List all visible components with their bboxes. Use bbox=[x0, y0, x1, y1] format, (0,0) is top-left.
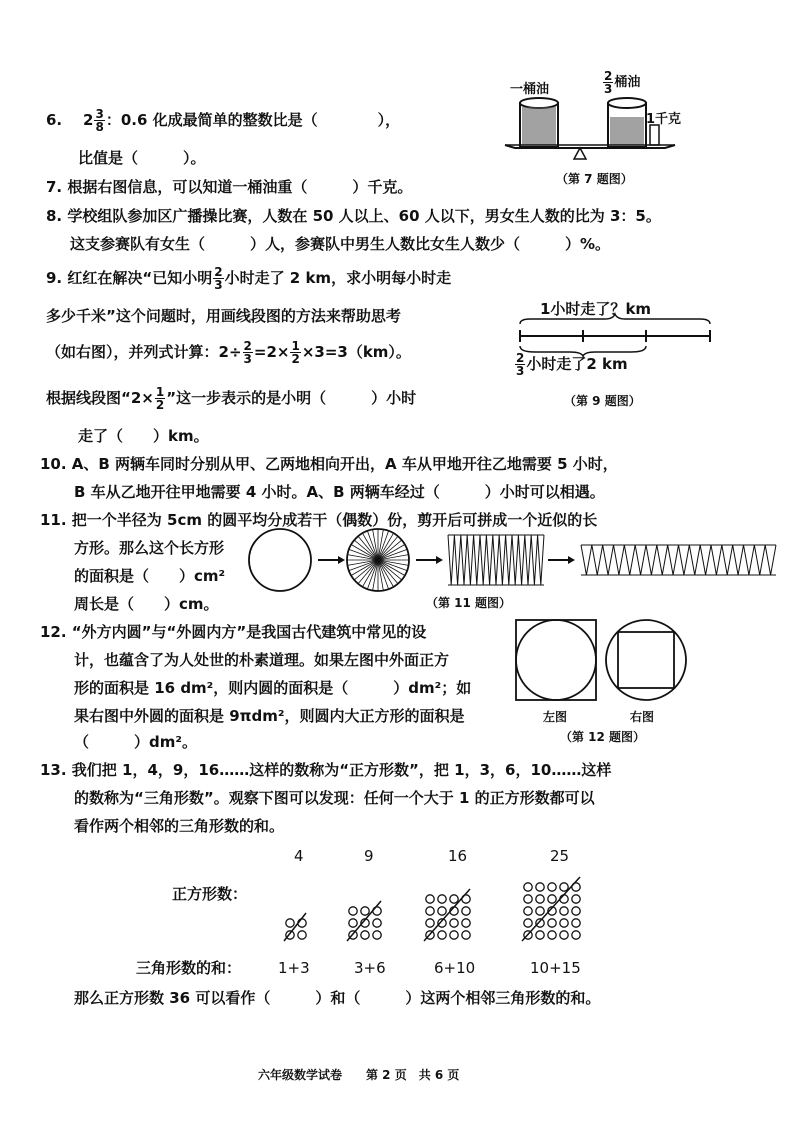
q7-text: 7. 根据右图信息，可以知道一桶油重（ ）千克。 bbox=[46, 178, 413, 196]
q8-line2: 这支参赛队有女生（ ）人，参赛队中男生人数比女生人数少（ ）%。 bbox=[70, 235, 611, 253]
q11-line1: 11. 把一个半径为 5cm 的圆平均分成若干（偶数）份，剪开后可拼成一个近似的长 bbox=[40, 511, 598, 529]
triangle-sums-label: 三角形数的和： bbox=[136, 959, 242, 977]
q11-line3: 的面积是（ ）cm² bbox=[74, 567, 226, 585]
q12-line4: 果右图中外圆的面积是 9πdm²，则圆内大正方形的面积是 bbox=[74, 707, 465, 725]
page-footer: 六年级数学试卷 第 2 页 共 6 页 bbox=[258, 1068, 460, 1082]
fig7-label-right: $\frac{2}{3}$ 桶油 bbox=[604, 69, 641, 96]
square-numbers-label: 正方形数： bbox=[172, 885, 248, 903]
q9-line3: （如右图），并列式计算：2÷ $\frac{2}{3}$ =2× $\frac{1}{2}$ ×3=3（km）。 bbox=[46, 339, 411, 366]
triangle-sum-1: 1+3 bbox=[278, 959, 310, 977]
fig9-bottom-label: $\frac{2}{3}$ 小时走了2 km bbox=[516, 351, 628, 378]
q6-fraction: $\frac{3}{8}$ bbox=[95, 107, 104, 134]
fig12-right-label: 右图 bbox=[630, 710, 655, 724]
square-number-9: 9 bbox=[364, 847, 374, 865]
square-number-4: 4 bbox=[294, 847, 304, 865]
q12-line1: 12. “外方内圆”与“外圆内方”是我国古代建筑中常见的设 bbox=[40, 623, 427, 641]
q6-text: ：0.6 化成最简单的整数比是（ ）， bbox=[105, 111, 401, 129]
triangle-sum-3: 6+10 bbox=[434, 959, 476, 977]
triangle-sum-4: 10+15 bbox=[530, 959, 581, 977]
q13-line3: 看作两个相邻的三角形数的和。 bbox=[74, 817, 285, 835]
fig9-caption: （第 9 题图） bbox=[564, 394, 641, 408]
fig11-caption: （第 11 题图） bbox=[426, 596, 512, 610]
fig12-left-label: 左图 bbox=[543, 710, 568, 724]
fig9-top-label: 1小时走了？km bbox=[540, 300, 652, 318]
q6-number: 6. bbox=[46, 111, 63, 129]
fig7-weight-label: 1千克 bbox=[646, 112, 682, 127]
q6-whole: 2 bbox=[83, 111, 94, 129]
q9-line5: 走了（ ）km。 bbox=[78, 427, 209, 445]
q13-line1: 13. 我们把 1，4，9，16……这样的数称为“正方形数”，把 1，3，6，10……这样 bbox=[40, 761, 612, 779]
square-number-16: 16 bbox=[448, 847, 468, 865]
fig7-caption: （第 7 题图） bbox=[556, 172, 633, 186]
q12-line2: 计，也蕴含了为人处世的朴素道理。如果左图中外面正方 bbox=[74, 651, 450, 669]
fig12-caption: （第 12 题图） bbox=[560, 730, 646, 744]
fig7-label-left: 一桶油 bbox=[510, 82, 550, 97]
q11-line2: 方形。那么这个长方形 bbox=[74, 539, 225, 557]
square-number-25: 25 bbox=[550, 847, 570, 865]
q10-line1: 10. A、B 两辆车同时分别从甲、乙两地相向开出，A 车从甲地开往乙地需要 5 小时， bbox=[40, 455, 618, 473]
q12-line5: （ ）dm²。 bbox=[74, 733, 197, 751]
q12-line3: 形的面积是 16 dm²，则内圆的面积是（ ）dm²；如 bbox=[74, 679, 472, 697]
q8-line1: 8. 学校组队参加区广播操比赛，人数在 50 人以上、60 人以下，男女生人数的比为 3：5。 bbox=[46, 207, 661, 225]
triangle-sum-2: 3+6 bbox=[354, 959, 386, 977]
q9-line2: 多少千米”这个问题时，用画线段图的方法来帮助思考 bbox=[46, 307, 401, 325]
q9-line4: 根据线段图“2× $\frac{1}{2}$ ”这一步表示的是小明（ ）小时 bbox=[46, 385, 417, 412]
q10-line2: B 车从乙地开往甲地需要 4 小时。A、B 两辆车经过（ ）小时可以相遇。 bbox=[74, 483, 605, 501]
q6-line2: 比值是（ ）。 bbox=[78, 149, 206, 167]
q13-line2: 的数称为“三角形数”。观察下图可以发现：任何一个大于 1 的正方形数都可以 bbox=[74, 789, 595, 807]
q9-line1: 9. 红红在解决“已知小明 $\frac{2}{3}$ 小时走了 2 km，求小明每小时走 bbox=[46, 265, 452, 292]
q11-line4: 周长是（ ）cm。 bbox=[74, 595, 219, 613]
q13-final-line: 那么正方形数 36 可以看作（ ）和（ ）这两个相邻三角形数的和。 bbox=[74, 989, 601, 1007]
